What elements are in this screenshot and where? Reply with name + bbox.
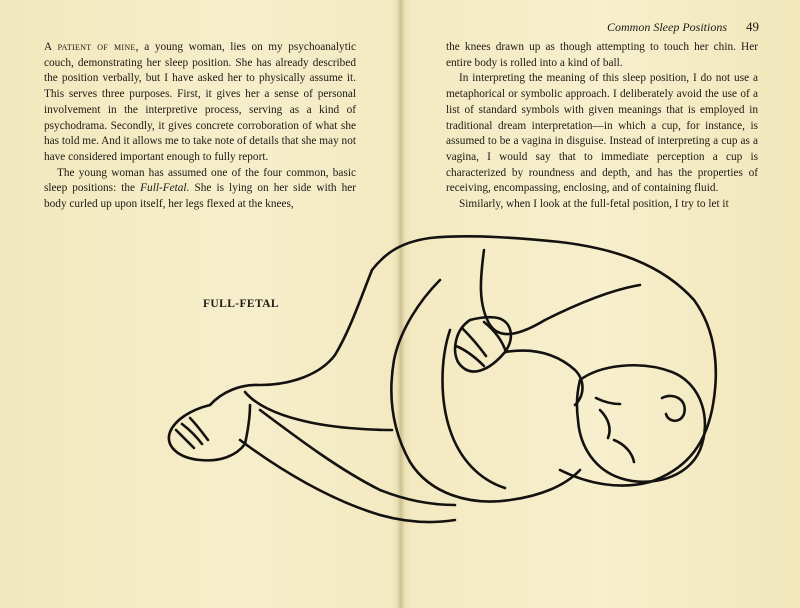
figure-thigh-upper (210, 270, 372, 405)
figure-thigh-lower (245, 392, 392, 430)
figure-face (596, 398, 634, 462)
figure-forearm (505, 351, 583, 405)
figure-ear (662, 396, 685, 421)
paragraph-body: The young woman has assumed one of the four common, basic sleep positions: the (44, 166, 356, 195)
right-paragraph-2: In interpreting the meaning of this sleep position, I do not use a metaphorical or symbolic approach. I deliberately avoid the use of a list of standard symbols with given meanings that is employed in traditional dream interpretation—in which a cup, for instance, is assumed to be a vagina in disguise. Instead of interpreting a cup as a vagina, I would say that to immediate perception a cup is characterized by roundness and depth, and has the properties of receiving, encompassing, enclosing, and of containing fluid. (446, 72, 758, 195)
figure-back-outline (372, 236, 716, 485)
position-term: Full-Fetal. (140, 182, 190, 195)
figure-calf-lower (240, 440, 455, 522)
figure-calf (260, 410, 455, 505)
figure-belly-line (443, 330, 506, 488)
figure-heel (245, 405, 250, 444)
right-paragraph-1: the knees drawn up as though attempting to touch her chin. Her entire body is rolled into a kind of ball. (446, 41, 758, 69)
paragraph-lead-in: A patient of mine, (44, 41, 139, 53)
right-paragraph-3: Similarly, when I look at the full-fetal position, I try to let it (459, 198, 729, 211)
paragraph-body: She is lying on her side with her body curled up upon itself, her legs flexed at the knees, (44, 182, 356, 211)
figure-caption: FULL-FETAL (203, 298, 279, 310)
figure-toes (176, 418, 208, 448)
figure-head (577, 365, 705, 481)
paragraph-body: a young woman, lies on my psychoanalytic couch, demonstrating her sleep position. She has already described the position verbally, but I have asked her to physically assume it. This serves three purposes. First, it gives her a sense of personal involvement in the interpretive process, serving as a kind of psychodrama. Secondly, it gives concrete corroboration of what she has told me. And it allows me to take note of details that she may not have considered important enough to fully report. (44, 41, 357, 163)
running-head: Common Sleep Positions (607, 20, 727, 34)
page-number: 49 (746, 19, 759, 34)
